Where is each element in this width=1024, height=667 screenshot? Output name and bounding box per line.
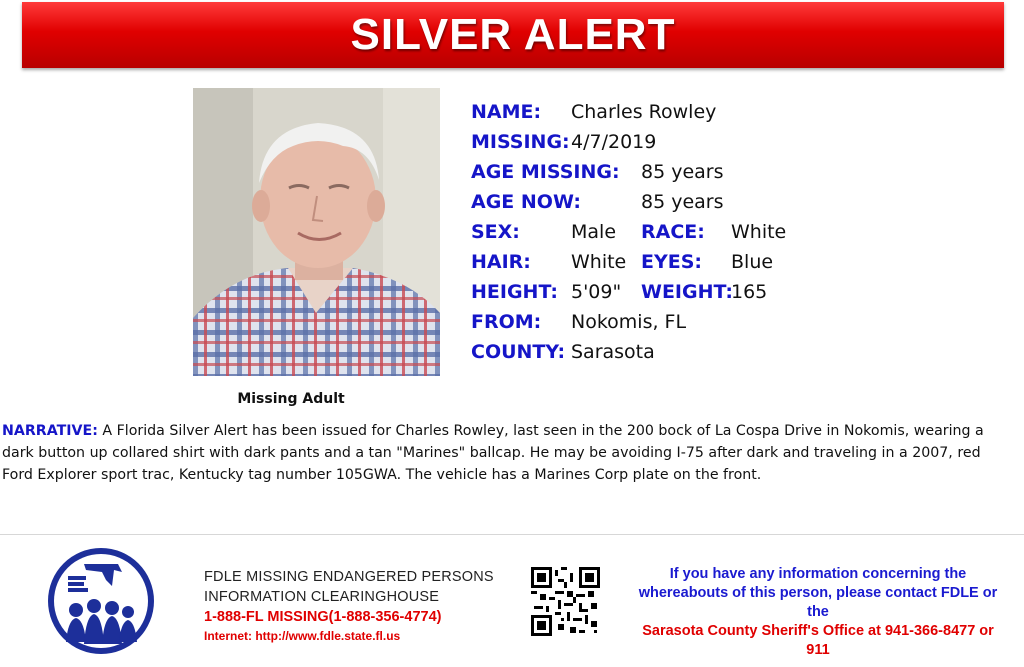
eyes-value: Blue xyxy=(731,251,774,273)
contact-info xyxy=(612,565,1024,660)
fdle-name-line1: FDLE MISSING ENDANGERED PERSONS xyxy=(204,569,494,585)
hair-label: HAIR: xyxy=(471,251,531,273)
fdle-website[interactable]: Internet: http://www.fdle.state.fl.us xyxy=(204,629,401,643)
height-value: 5'09" xyxy=(571,281,622,303)
clearinghouse-seal-logo xyxy=(46,546,156,656)
contact-line-5: 911 xyxy=(806,642,830,658)
alert-title: SILVER ALERT xyxy=(350,10,676,59)
name-label: NAME: xyxy=(471,101,542,123)
sex-label: SEX: xyxy=(471,221,520,243)
county-label: COUNTY: xyxy=(471,341,566,363)
height-label: HEIGHT: xyxy=(471,281,558,303)
narrative-label: NARRATIVE: xyxy=(2,423,98,439)
fdle-info xyxy=(204,567,494,645)
sex-value: Male xyxy=(571,221,617,243)
hair-value: White xyxy=(571,251,627,273)
eyes-label: EYES: xyxy=(641,251,702,273)
fdle-name-line2: INFORMATION CLEARINGHOUSE xyxy=(204,589,440,605)
missing-value: 4/7/2019 xyxy=(571,131,657,153)
fdle-phone: 1-888-FL MISSING(1-888-356-4774) xyxy=(204,609,442,625)
qr-code xyxy=(531,567,600,636)
contact-line-1: If you have any information concerning the xyxy=(669,566,967,582)
race-label: RACE: xyxy=(641,221,705,243)
narrative xyxy=(2,420,1002,486)
age-missing-value: 85 years xyxy=(641,161,724,183)
narrative-text: A Florida Silver Alert has been issued for Charles Rowley, last seen in the 200 bock of La Cospa Drive in Nokomis, wearing a dark button up collared shirt with dark pants and a tan "Marines" ballcap. He may be avoiding I-75 after dark and traveling in a 2007, red Ford Explorer sport trac, Kentucky tag number 105GWA. The vehicle has a Marines Corp plate on the front. xyxy=(2,423,984,483)
contact-line-3: the xyxy=(807,604,829,620)
missing-label: MISSING: xyxy=(471,131,570,153)
age-missing-label: AGE MISSING: xyxy=(471,161,620,183)
alert-banner xyxy=(22,2,1004,68)
photo-caption: Missing Adult xyxy=(237,391,345,407)
age-now-value: 85 years xyxy=(641,191,724,213)
missing-person-photo xyxy=(193,88,440,376)
county-value: Sarasota xyxy=(571,341,655,363)
name-value: Charles Rowley xyxy=(571,101,717,123)
weight-value: 165 xyxy=(731,281,768,303)
contact-line-4: Sarasota County Sheriff's Office at 941-366-8477 or xyxy=(642,623,994,639)
from-label: FROM: xyxy=(471,311,542,333)
race-value: White xyxy=(731,221,787,243)
age-now-label: AGE NOW: xyxy=(471,191,581,213)
weight-label: WEIGHT: xyxy=(641,281,734,303)
footer-divider xyxy=(0,534,1024,535)
contact-line-2: whereabouts of this person, please contact FDLE or xyxy=(638,585,998,601)
from-value: Nokomis, FL xyxy=(571,311,687,333)
